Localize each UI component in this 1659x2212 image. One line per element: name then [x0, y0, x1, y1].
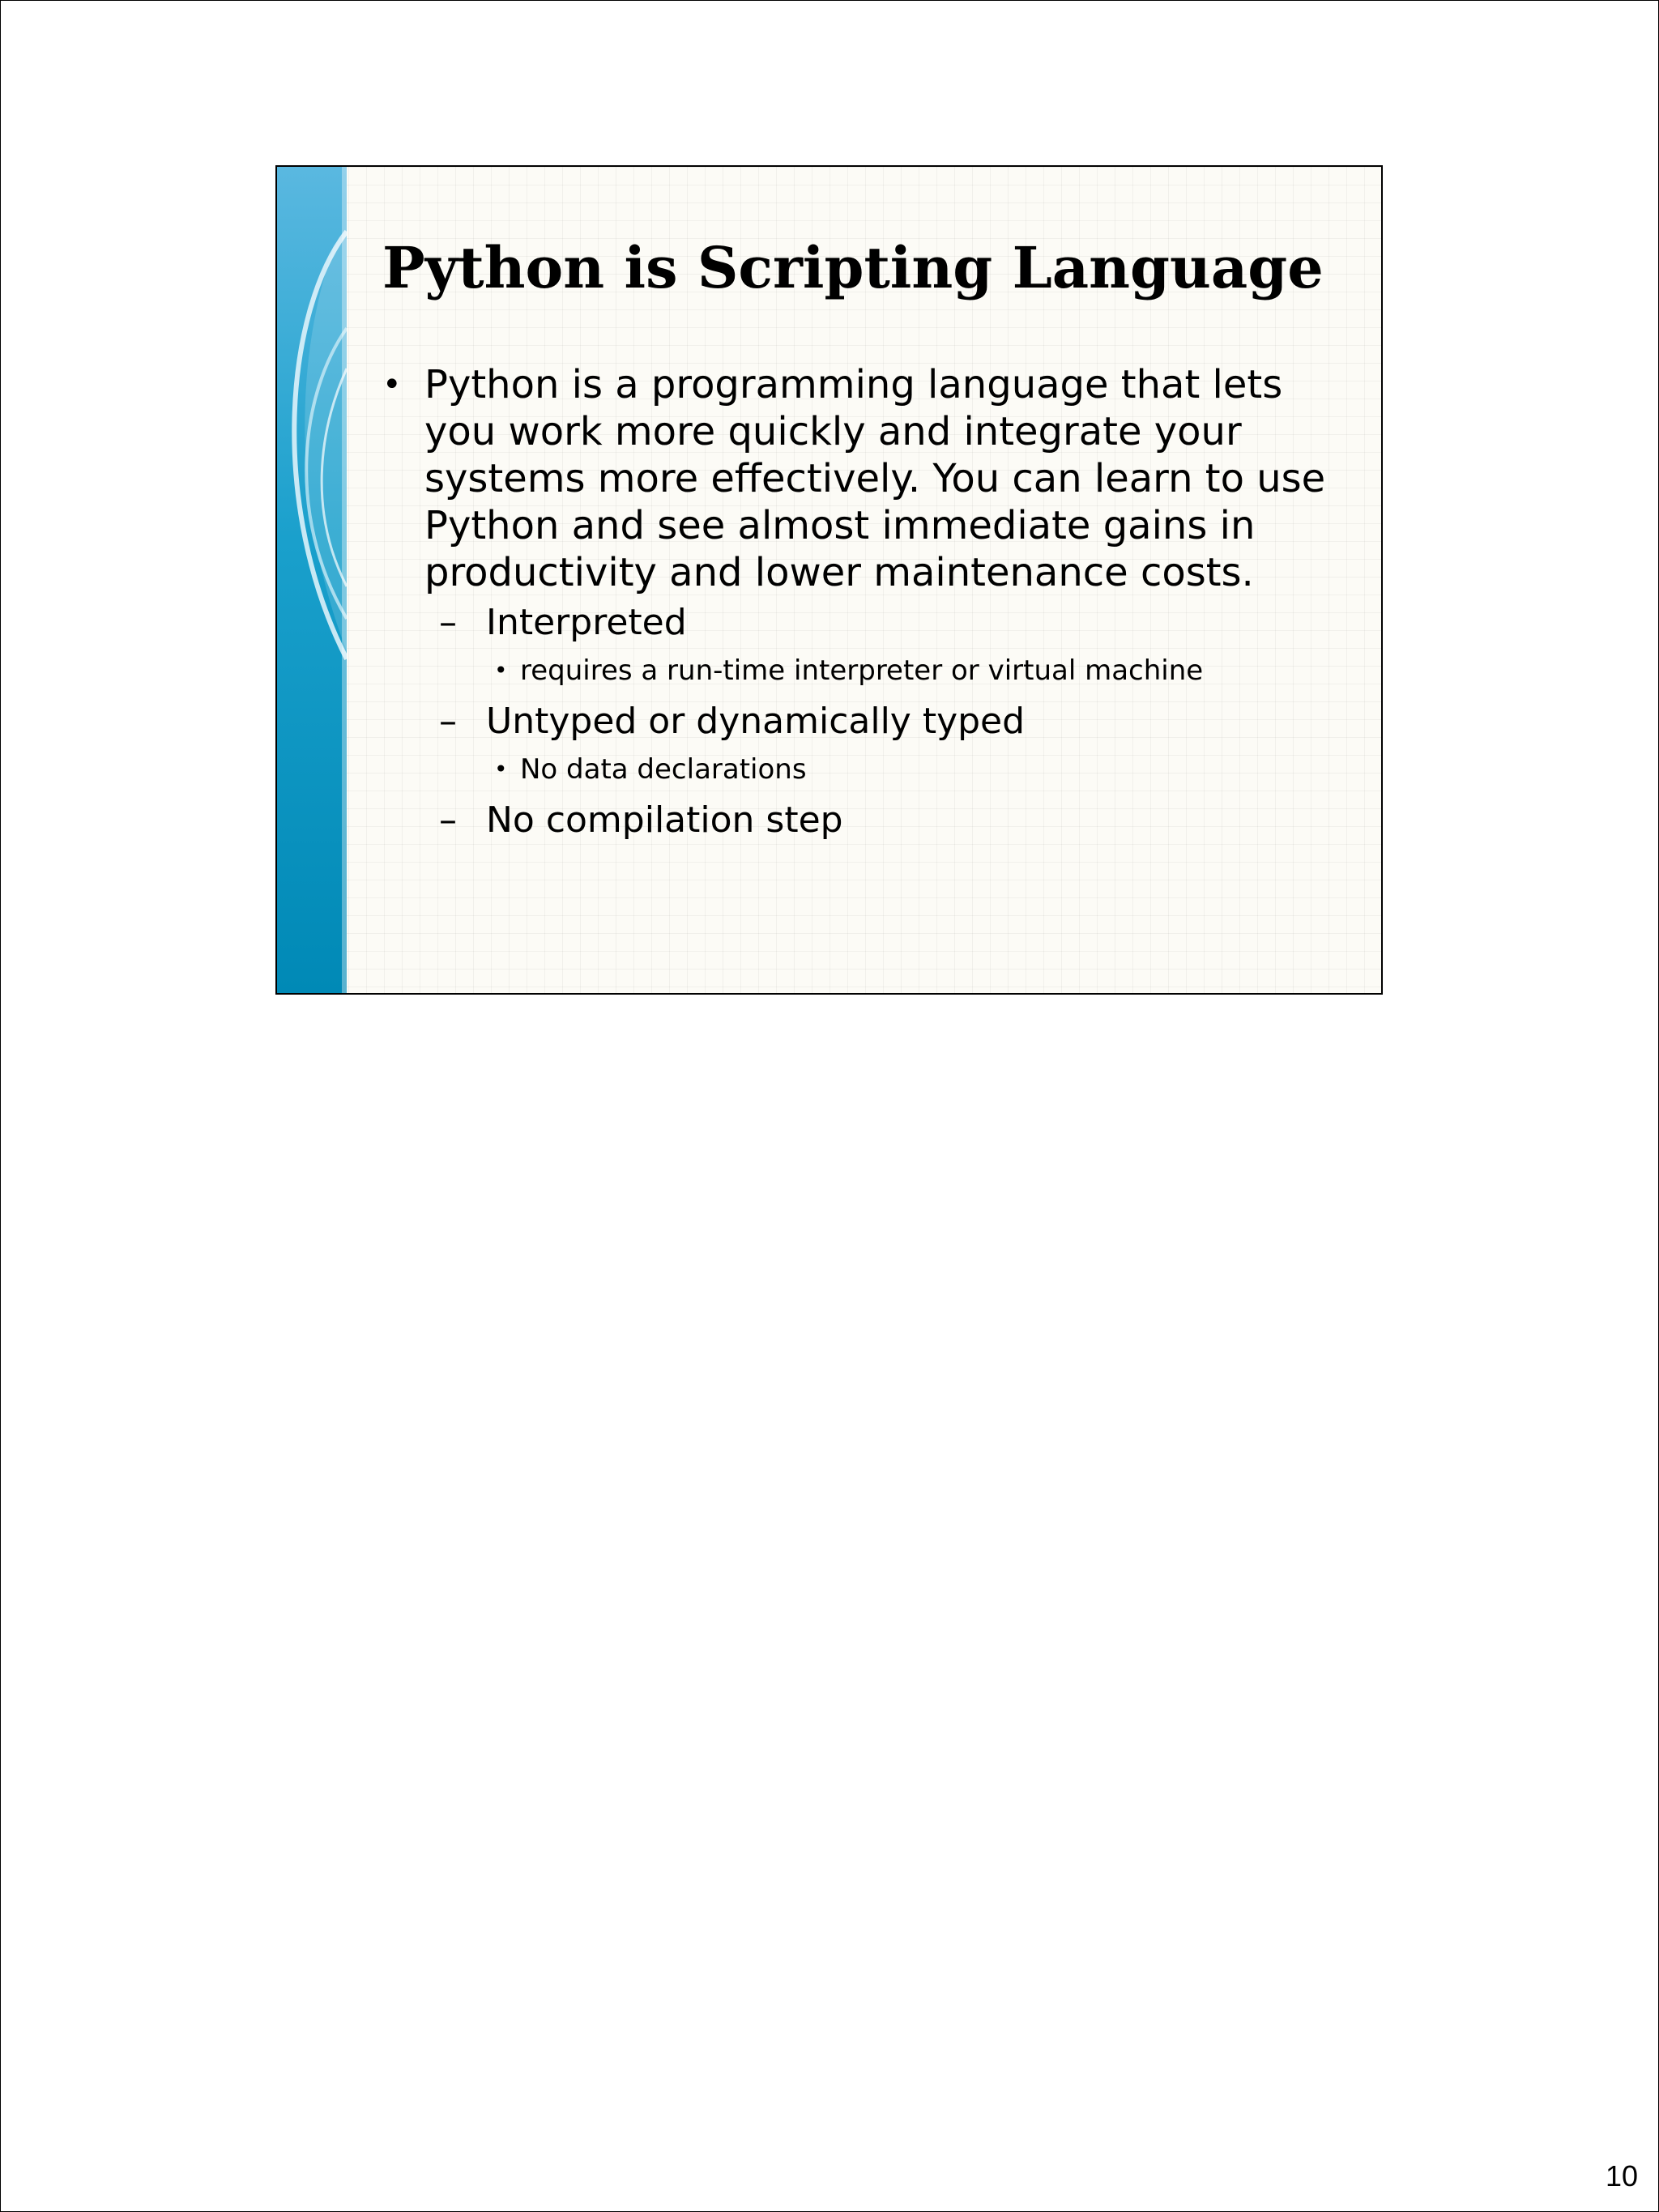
dash-icon: –	[439, 602, 457, 643]
slide-thumbnail	[275, 165, 1383, 995]
subitem-interpreted	[382, 599, 1354, 646]
subitem-text: Interpreted	[486, 602, 687, 643]
detail-text: requires a run-time interpreter or virtual machine	[520, 654, 1204, 687]
subitem-text: Untyped or dynamically typed	[486, 701, 1026, 742]
detail-interpreted	[382, 651, 1354, 690]
main-bullet	[382, 361, 1354, 596]
dash-icon: –	[439, 799, 457, 841]
detail-typing	[382, 750, 1354, 789]
bullet-icon: •	[382, 366, 402, 403]
wave-decoration-icon	[277, 167, 347, 993]
main-bullet-text: Python is a programming language that lets you work more quickly and integrate your systems more effectively. You can learn to use Python and see almost immediate gains in productivity and lower maintenance costs.	[424, 362, 1326, 595]
slide-content	[382, 361, 1354, 844]
bullet-icon: •	[494, 756, 508, 782]
dash-icon: –	[439, 701, 457, 742]
bullet-icon: •	[494, 657, 508, 684]
slide-decoration-bar	[277, 167, 347, 993]
subitem-text: No compilation step	[486, 799, 843, 841]
subitem-compilation	[382, 797, 1354, 844]
page-number: 10	[1605, 2159, 1638, 2193]
detail-text: No data declarations	[520, 753, 807, 786]
slide-title: Python is Scripting Language	[382, 234, 1324, 301]
subitem-typing	[382, 698, 1354, 745]
